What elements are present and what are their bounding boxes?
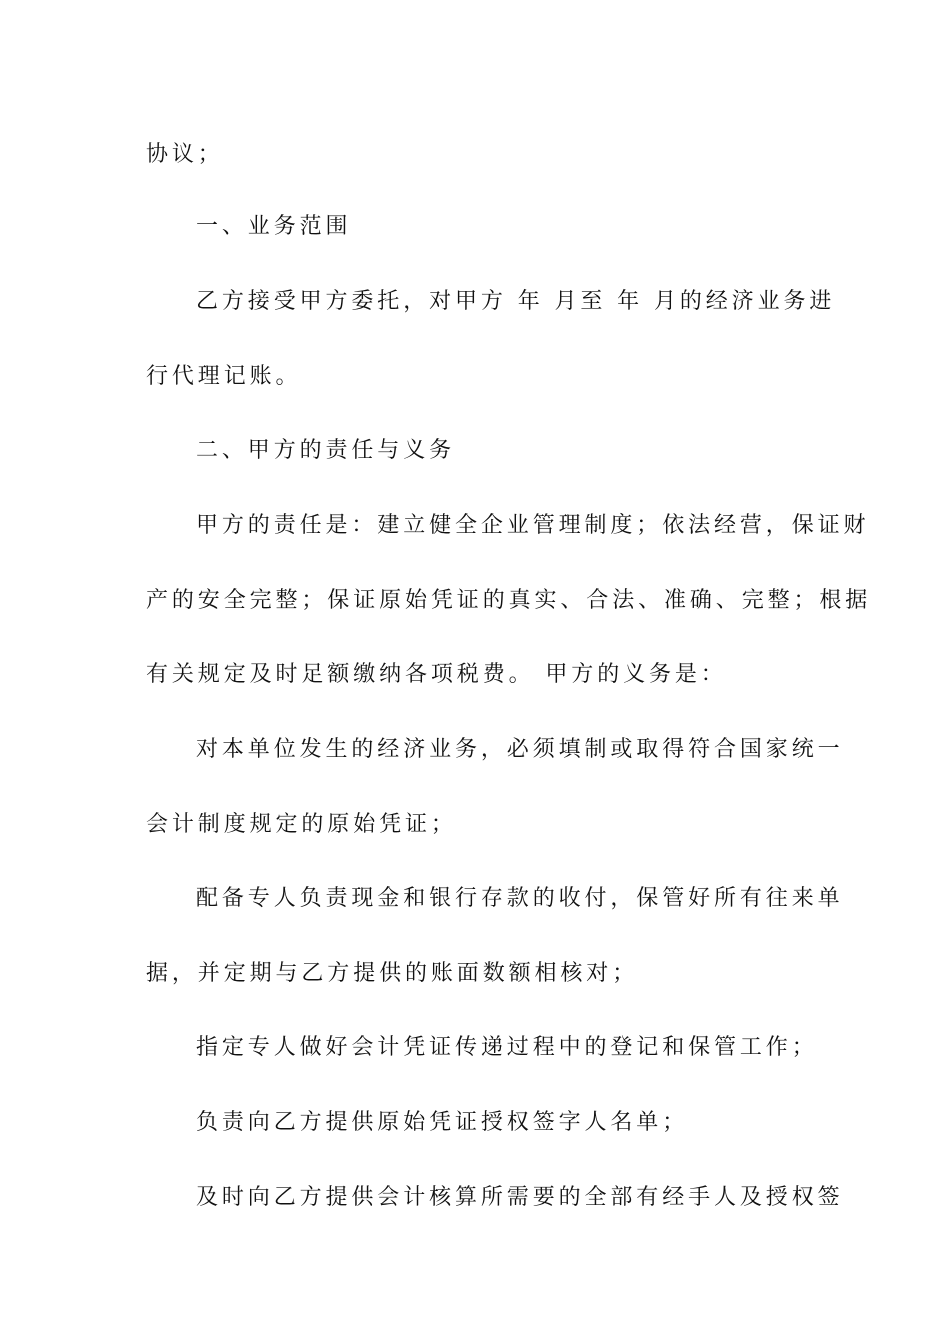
section-heading-party-a-duties: 二、甲方的责任与义务 [196,438,456,463]
section-heading-business-scope: 一、业务范围 [196,214,352,239]
text-line-1: 协议； [146,142,224,167]
text-line-10: 会计制度规定的原始凭证； [146,812,457,837]
text-line-14: 负责向乙方提供原始凭证授权签字人名单； [196,1110,689,1135]
text-line-3: 乙方接受甲方委托，对甲方 年 月至 年 月的经济业务进 [196,289,836,314]
text-line-8: 有关规定及时足额缴纳各项税费。 甲方的义务是： [146,662,727,687]
text-line-6: 甲方的责任是：建立健全企业管理制度；依法经营，保证财 [196,513,870,538]
text-line-4: 行代理记账。 [146,364,302,389]
text-line-11: 配备专人负责现金和银行存款的收付，保管好所有往来单 [196,886,844,911]
text-line-9: 对本单位发生的经济业务，必须填制或取得符合国家统一 [196,737,844,762]
text-line-13: 指定专人做好会计凭证传递过程中的登记和保管工作； [196,1035,818,1060]
text-line-12: 据，并定期与乙方提供的账面数额相核对； [146,961,639,986]
text-line-7: 产的安全完整；保证原始凭证的真实、合法、准确、完整；根据 [146,588,872,613]
text-line-15: 及时向乙方提供会计核算所需要的全部有经手人及授权签 [196,1185,844,1210]
